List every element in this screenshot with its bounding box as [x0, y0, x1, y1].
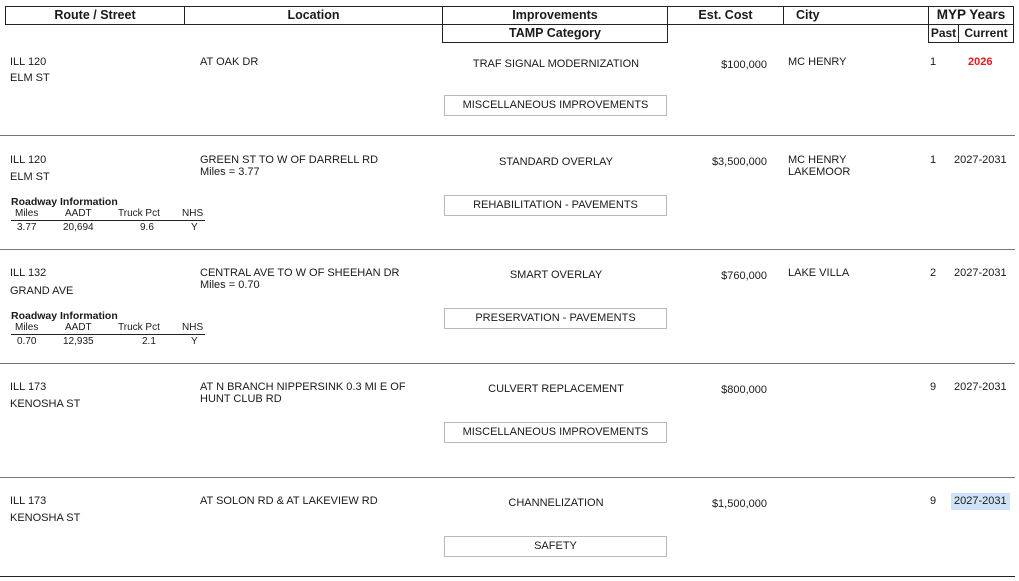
- route: ILL 120: [10, 56, 47, 68]
- header-location: Location: [184, 6, 443, 25]
- est-cost: $100,000: [721, 59, 767, 71]
- row-divider: [0, 249, 1015, 250]
- street: GRAND AVE: [10, 285, 74, 297]
- roadway-truck-label: Truck Pct: [118, 208, 160, 219]
- city: LAKE VILLA: [788, 267, 850, 279]
- roadway-aadt-label: AADT: [65, 208, 92, 219]
- roadway-aadt: 12,935: [63, 336, 94, 347]
- tamp-category: SAFETY: [444, 536, 667, 557]
- est-cost: $760,000: [721, 270, 767, 282]
- improvement: CULVERT REPLACEMENT: [488, 383, 624, 395]
- current-years-selected[interactable]: 2027-2031: [951, 493, 1010, 510]
- improvement: SMART OVERLAY: [509, 269, 603, 281]
- location: AT OAK DR: [200, 56, 259, 68]
- location-miles: Miles = 0.70: [200, 279, 260, 291]
- roadway-truck-pct: 2.1: [142, 336, 156, 347]
- row-divider: [0, 576, 1015, 577]
- street: ELM ST: [10, 171, 50, 183]
- current-years: 2027-2031: [954, 154, 1007, 166]
- roadway-info-title: Roadway Information: [11, 196, 118, 208]
- location-miles: Miles = 3.77: [200, 166, 260, 178]
- header-myp-years: MYP Years: [928, 6, 1014, 25]
- past-years: 1: [930, 56, 937, 68]
- location: AT SOLON RD & AT LAKEVIEW RD: [200, 495, 378, 507]
- roadway-nhs-label: NHS: [182, 208, 204, 219]
- header-current: Current: [958, 24, 1014, 43]
- city-2: LAKEMOOR: [788, 166, 851, 178]
- route: ILL 120: [10, 154, 47, 166]
- improvement: STANDARD OVERLAY: [499, 156, 613, 168]
- roadway-miles-label: Miles: [15, 322, 39, 333]
- row-divider: [0, 135, 1015, 136]
- roadway-aadt-label: AADT: [65, 322, 92, 333]
- est-cost: $800,000: [721, 384, 767, 396]
- tamp-category: REHABILITATION - PAVEMENTS: [444, 195, 667, 216]
- tamp-category: MISCELLANEOUS IMPROVEMENTS: [444, 422, 667, 443]
- est-cost: $3,500,000: [711, 156, 767, 168]
- roadway-nhs-label: NHS: [182, 322, 204, 333]
- est-cost: $1,500,000: [711, 498, 767, 510]
- header-route-street: Route / Street: [5, 6, 185, 25]
- city: MC HENRY: [788, 154, 847, 166]
- header-city: City: [783, 6, 929, 25]
- street: ELM ST: [10, 72, 50, 84]
- header-past: Past: [928, 24, 959, 43]
- roadway-nhs: Y: [191, 336, 198, 347]
- improvement: TRAF SIGNAL MODERNIZATION: [472, 58, 640, 70]
- header-tamp-category: TAMP Category: [442, 24, 668, 43]
- row-divider: [0, 363, 1015, 364]
- improvement: CHANNELIZATION: [508, 497, 604, 509]
- past-years: 2: [930, 267, 937, 279]
- roadway-miles: 0.70: [17, 336, 37, 347]
- roadway-info-title: Roadway Information: [11, 310, 118, 322]
- roadway-miles-label: Miles: [15, 208, 39, 219]
- roadway-aadt: 20,694: [63, 222, 94, 233]
- current-years: 2027-2031: [954, 267, 1007, 279]
- current-years: 2027-2031: [954, 381, 1007, 393]
- location: GREEN ST TO W OF DARRELL RD: [200, 154, 379, 166]
- past-years: 9: [930, 381, 937, 393]
- city: MC HENRY: [788, 56, 847, 68]
- current-years: 2026: [968, 56, 993, 68]
- roadway-truck-pct: 9.6: [140, 222, 154, 233]
- header-est-cost: Est. Cost: [667, 6, 784, 25]
- roadway-miles: 3.77: [17, 222, 37, 233]
- route: ILL 173: [10, 495, 47, 507]
- row-divider: [0, 477, 1015, 478]
- location: CENTRAL AVE TO W OF SHEEHAN DR: [200, 267, 400, 279]
- street: KENOSHA ST: [10, 398, 81, 410]
- header-improvements: Improvements: [442, 6, 668, 25]
- roadway-truck-label: Truck Pct: [118, 322, 160, 333]
- past-years: 9: [930, 495, 937, 507]
- route: ILL 173: [10, 381, 47, 393]
- roadway-nhs: Y: [191, 222, 198, 233]
- location: AT N BRANCH NIPPERSINK 0.3 MI E OF: [200, 381, 406, 393]
- tamp-category: PRESERVATION - PAVEMENTS: [444, 308, 667, 329]
- roadway-info-rule: [11, 334, 205, 335]
- street: KENOSHA ST: [10, 512, 81, 524]
- roadway-info-rule: [11, 220, 205, 221]
- location-line-2: HUNT CLUB RD: [200, 393, 282, 405]
- route: ILL 132: [10, 267, 47, 279]
- past-years: 1: [930, 154, 937, 166]
- tamp-category: MISCELLANEOUS IMPROVEMENTS: [444, 95, 667, 116]
